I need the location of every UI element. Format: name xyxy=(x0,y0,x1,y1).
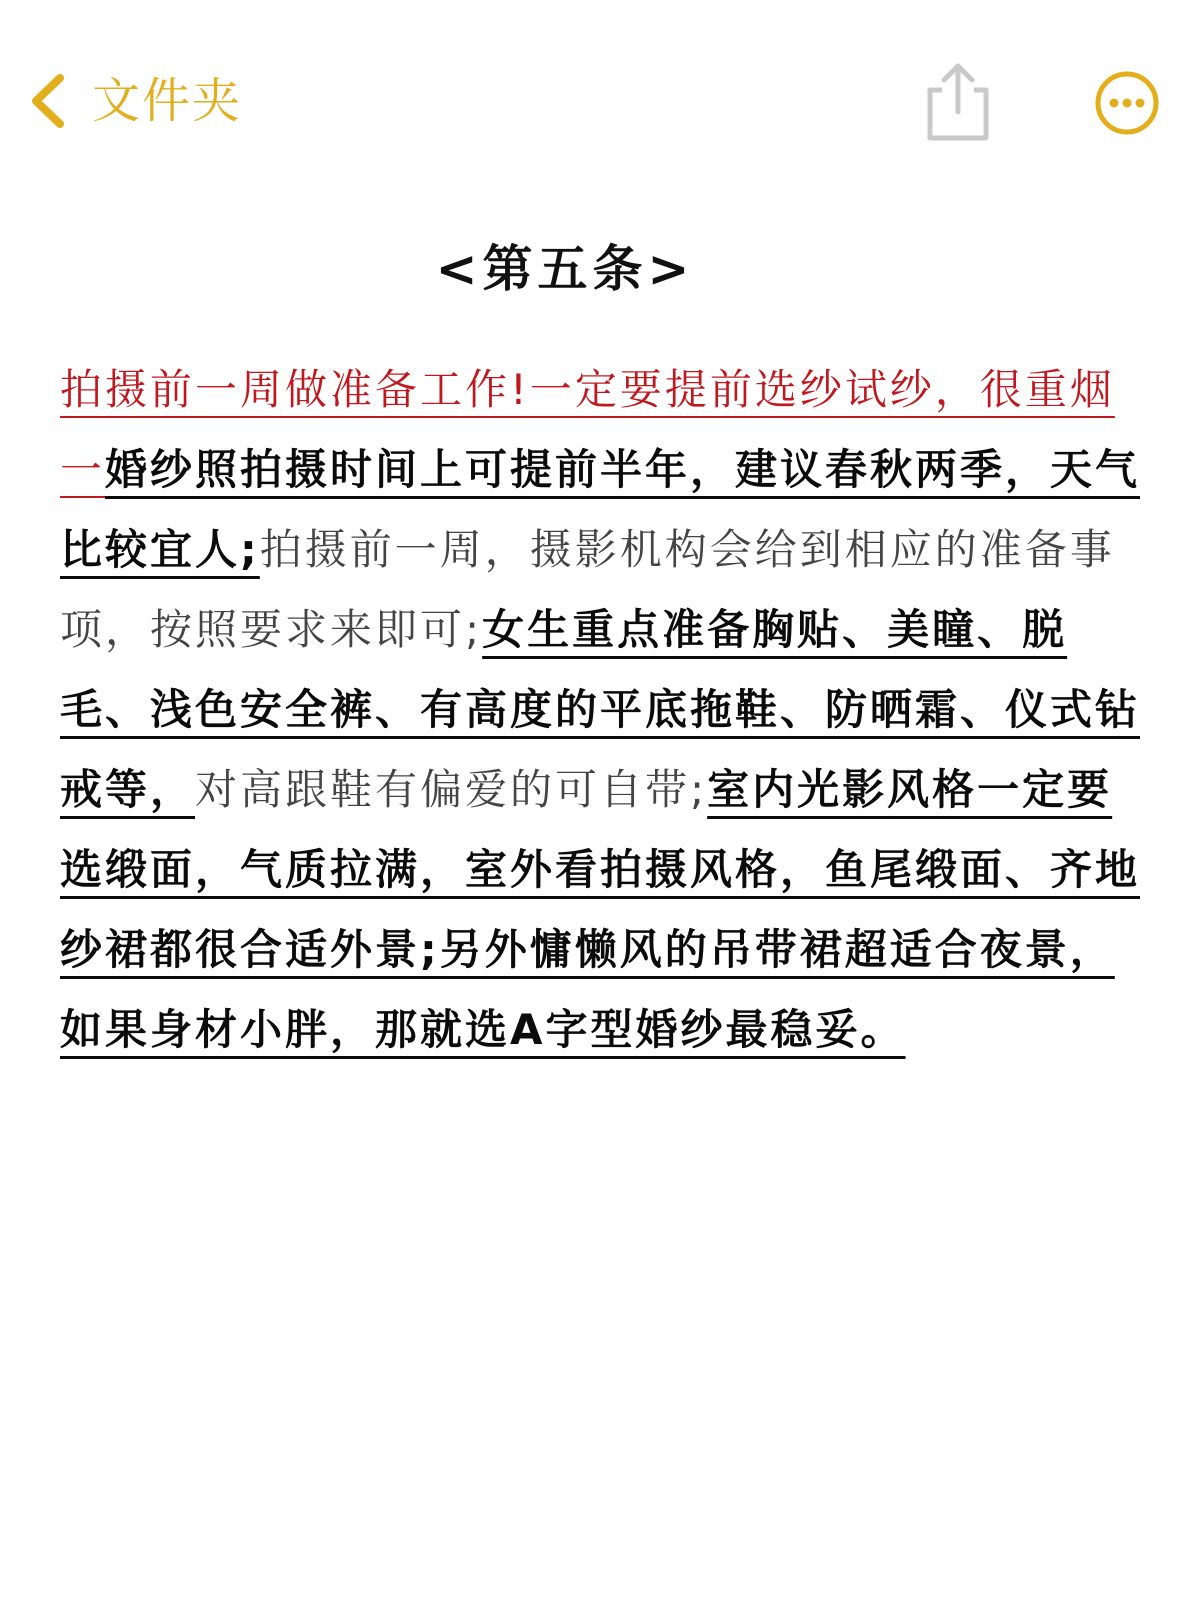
back-button[interactable] xyxy=(24,68,242,134)
share-icon[interactable] xyxy=(920,60,996,144)
navigation-bar xyxy=(0,0,1200,210)
note-segment-bold: 女生重点准备胸贴、美瞳、脱毛、浅色安全裤、有高度的平底拖鞋、防晒霜、仪式钻戒等， xyxy=(60,605,1141,814)
note-segment-plain: 对高跟鞋有偏爱的可自带; xyxy=(195,765,708,814)
back-button-label: 文件夹 xyxy=(92,73,243,129)
note-title: <第五条> xyxy=(435,240,695,298)
note-segment-bold: 婚纱照拍摄时间上可提前半年，建议春秋两季，天气比较宜人; xyxy=(60,445,1141,574)
chevron-left-icon xyxy=(24,68,80,134)
note-body[interactable] xyxy=(60,350,1150,1070)
note-segment-highlight: 拍摄前一周做准备工作!一定要提前选纱试纱，很重烟一 xyxy=(60,365,1115,494)
note-segment-plain: 拍摄前一周，摄影机构会给到相应的准备事项，按照要求来即可; xyxy=(60,525,1115,654)
note-segment-bold: 室内光影风格一定要选缎面，气质拉满，室外看拍摄风格，鱼尾缎面、齐地纱裙都很合适外景;另外慵懒风的吊带裙超适合夜景，如果身材小胖，那就选A字型婚纱最稳妥。 xyxy=(60,765,1141,1054)
more-icon[interactable] xyxy=(1094,70,1160,136)
